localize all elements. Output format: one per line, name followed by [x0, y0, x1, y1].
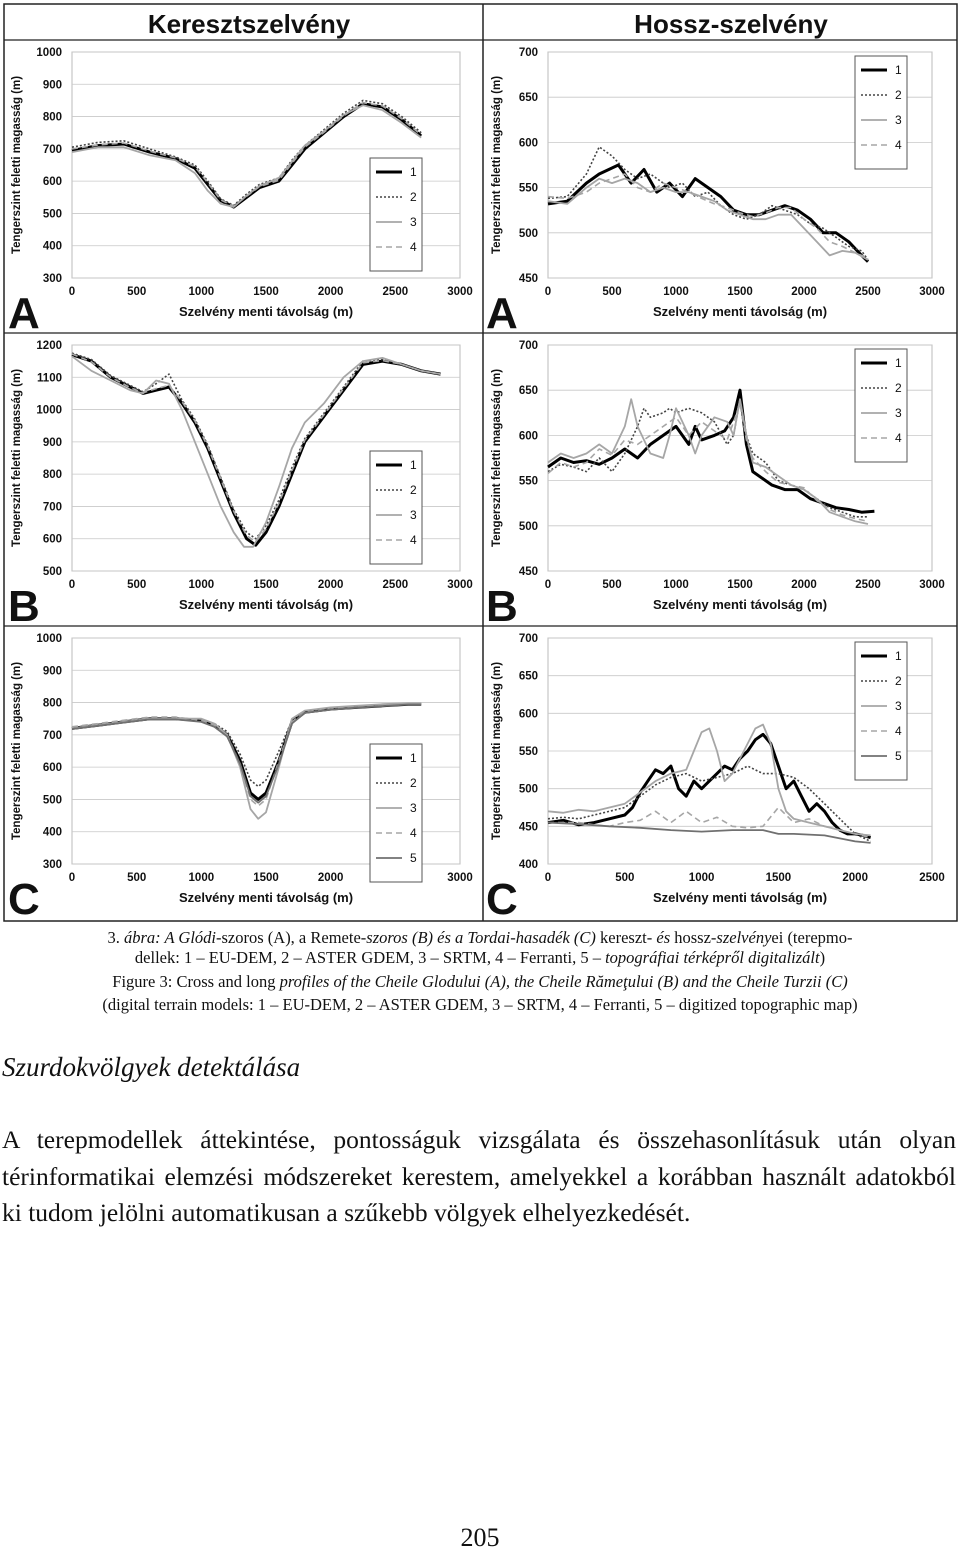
legend	[855, 642, 907, 780]
series-line-1	[548, 165, 868, 262]
x-tick-label: 0	[544, 872, 552, 884]
y-tick-label: 500	[42, 794, 62, 807]
y-axis-label: Tengerszint feletti magasság (m)	[491, 368, 503, 548]
x-tick-label: 2500	[919, 872, 945, 884]
x-tick-label: 0	[68, 872, 76, 884]
x-tick-label: 1500	[253, 286, 279, 298]
y-tick-label: 900	[42, 665, 62, 678]
legend-label: 2	[410, 776, 417, 790]
y-tick-label: 550	[518, 746, 538, 758]
chart-b-long	[486, 340, 945, 631]
y-tick-label: 300	[42, 859, 62, 871]
chart-c-long	[486, 633, 945, 924]
x-axis-label: Szelvény menti távolság (m)	[652, 304, 828, 319]
legend-label: 1	[410, 751, 417, 765]
x-tick-label: 1500	[765, 872, 792, 884]
legend-label: 1	[895, 63, 902, 77]
x-tick-label: 1000	[188, 286, 215, 298]
x-tick-label: 1000	[188, 579, 215, 591]
x-tick-label: 3000	[447, 579, 473, 591]
y-tick-label: 500	[518, 227, 538, 240]
x-tick-label: 2000	[317, 872, 344, 884]
y-tick-label: 300	[42, 273, 62, 285]
caption-en-line-1: Figure 3: Cross and long profiles of the Cheile Glodului (A), the Cheile Rămeţului (B) and the Cheile Turzii (C)	[112, 972, 848, 991]
panel-letter: A	[8, 289, 40, 338]
x-axis-label: Szelvény menti távolság (m)	[178, 890, 354, 905]
series-line-5	[72, 705, 421, 803]
x-tick-label: 1000	[663, 286, 689, 298]
legend-label: 2	[895, 88, 902, 102]
panel-letter: B	[8, 582, 40, 631]
x-tick-label: 3000	[919, 579, 945, 591]
legend-label: 1	[895, 356, 902, 370]
y-tick-label: 700	[42, 729, 62, 742]
y-tick-label: 700	[518, 47, 538, 59]
y-tick-label: 650	[518, 92, 538, 105]
y-tick-label: 400	[42, 826, 62, 839]
y-axis-label: Tengerszint feletti magasság (m)	[11, 75, 23, 255]
y-tick-label: 1000	[36, 47, 62, 59]
y-tick-label: 600	[518, 708, 538, 721]
page-number: 205	[460, 1523, 500, 1552]
x-tick-label: 1500	[253, 872, 279, 884]
x-axis-label: Szelvény menti távolság (m)	[652, 597, 828, 612]
legend-label: 2	[410, 190, 417, 204]
series-line-3	[72, 105, 421, 207]
legend-label: 4	[895, 724, 902, 738]
y-tick-label: 700	[518, 633, 538, 645]
legend-label: 5	[895, 749, 902, 763]
legend-label: 3	[410, 508, 417, 522]
y-axis-label: Tengerszint feletti magasság (m)	[491, 75, 503, 255]
legend-label: 4	[410, 826, 417, 840]
y-tick-label: 450	[518, 566, 538, 578]
y-tick-label: 900	[42, 79, 62, 92]
caption-hu-line-1: 3. ábra: A Glódi-szoros (A), a Remete-szoros (B) és a Tordai-hasadék (C) kereszt- és hossz-szelvényei (terepmo-	[107, 928, 853, 947]
legend	[855, 349, 907, 462]
y-tick-label: 600	[518, 430, 538, 443]
series-line-2	[72, 100, 421, 205]
y-tick-label: 1000	[36, 404, 62, 417]
x-tick-label: 1000	[688, 872, 715, 884]
x-tick-label: 0	[68, 286, 76, 298]
y-tick-label: 400	[518, 859, 538, 871]
legend	[370, 451, 422, 564]
legend	[370, 158, 422, 271]
series-line-4	[72, 103, 421, 207]
legend-label: 1	[410, 165, 417, 179]
x-tick-label: 0	[68, 579, 76, 591]
y-tick-label: 1100	[37, 372, 62, 385]
legend-label: 4	[410, 240, 417, 254]
x-axis-label: Szelvény menti távolság (m)	[652, 890, 828, 905]
y-tick-label: 800	[42, 111, 62, 124]
panel-letter: C	[8, 875, 40, 924]
y-axis-label: Tengerszint feletti magasság (m)	[491, 661, 503, 841]
series-line-3	[548, 179, 868, 260]
y-tick-label: 500	[518, 783, 538, 796]
y-tick-label: 800	[42, 697, 62, 710]
x-axis-label: Szelvény menti távolság (m)	[178, 597, 354, 612]
y-tick-label: 550	[518, 475, 538, 488]
y-tick-label: 450	[518, 821, 538, 834]
section-heading: Szurdokvölgyek detektálása	[2, 1052, 301, 1082]
y-tick-label: 700	[42, 143, 62, 156]
caption-hu-line-2: dellek: 1 – EU-DEM, 2 – ASTER GDEM, 3 – SRTM, 4 – Ferranti, 5 – topográfiai térképről digitalizált)	[134, 948, 826, 967]
y-tick-label: 1200	[36, 340, 62, 352]
y-tick-label: 500	[42, 566, 62, 578]
x-tick-label: 3000	[447, 286, 473, 298]
x-tick-label: 2000	[842, 872, 868, 884]
series-line-2	[548, 147, 868, 260]
x-tick-label: 500	[127, 872, 147, 884]
x-tick-label: 2000	[791, 286, 817, 298]
x-tick-label: 1000	[188, 872, 215, 884]
y-tick-label: 500	[518, 520, 538, 533]
series-line-1	[548, 734, 871, 837]
x-tick-label: 500	[602, 579, 622, 591]
y-tick-label: 400	[42, 240, 62, 253]
chart-a-cross	[8, 47, 473, 338]
series-line-2	[72, 704, 421, 787]
x-tick-label: 1000	[663, 579, 689, 591]
x-tick-label: 2500	[855, 579, 881, 591]
y-tick-label: 650	[518, 385, 538, 398]
x-tick-label: 2000	[317, 286, 344, 298]
y-tick-label: 450	[518, 273, 538, 285]
x-tick-label: 500	[127, 286, 147, 298]
panel-letter: B	[486, 582, 518, 631]
chart-b-cross	[8, 340, 473, 631]
y-tick-label: 700	[42, 501, 62, 514]
x-tick-label: 2500	[382, 579, 409, 591]
x-tick-label: 2000	[317, 579, 344, 591]
legend-label: 4	[410, 533, 417, 547]
x-tick-label: 1500	[727, 579, 753, 591]
y-tick-label: 600	[42, 762, 62, 775]
x-tick-label: 2000	[791, 579, 817, 591]
left-heading: Keresztszelvény	[147, 9, 351, 39]
legend-label: 3	[410, 215, 417, 229]
legend-label: 5	[410, 851, 417, 865]
legend-label: 3	[895, 406, 902, 420]
legend-label: 4	[895, 138, 902, 152]
series-line-2	[548, 766, 871, 841]
chart-c-cross	[8, 633, 473, 924]
x-tick-label: 2500	[855, 286, 881, 298]
y-tick-label: 600	[42, 176, 62, 189]
y-tick-label: 550	[518, 182, 538, 195]
y-tick-label: 800	[42, 469, 62, 482]
panel-letter: C	[486, 875, 518, 924]
legend-label: 3	[895, 699, 902, 713]
series-line-1	[72, 104, 421, 207]
legend-label: 4	[895, 431, 902, 445]
y-tick-label: 500	[42, 208, 62, 221]
caption-en-line-2: (digital terrain models: 1 – EU-DEM, 2 – ASTER GDEM, 3 – SRTM, 4 – Ferranti, 5 – digitized topographic map)	[102, 995, 858, 1014]
body-paragraph: A terepmodellek áttekintése, pontosságuk vizsgálata és összehasonlításuk után olyan térinformatikai elemzési módszereket kerestem, amelyekkel a korábban használt adatokból ki tudom jelölni automatikusan a szűkebb völgyek elhelyezkedését.	[2, 1125, 956, 1227]
y-tick-label: 600	[518, 137, 538, 150]
x-tick-label: 2500	[382, 286, 409, 298]
right-heading: Hossz-szelvény	[634, 9, 828, 39]
legend-label: 1	[410, 458, 417, 472]
chart-a-long	[486, 47, 945, 338]
panel-letter: A	[486, 289, 518, 338]
legend-label: 3	[410, 801, 417, 815]
x-axis-label: Szelvény menti távolság (m)	[178, 304, 354, 319]
y-tick-label: 600	[42, 533, 62, 546]
y-axis-label: Tengerszint feletti magasság (m)	[11, 368, 23, 548]
legend-label: 1	[895, 649, 902, 663]
x-tick-label: 500	[127, 579, 147, 591]
x-tick-label: 500	[615, 872, 635, 884]
x-tick-label: 500	[602, 286, 622, 298]
legend-label: 2	[895, 381, 902, 395]
x-tick-label: 0	[544, 579, 552, 591]
y-tick-label: 900	[42, 436, 62, 449]
x-tick-label: 3000	[447, 872, 473, 884]
series-line-1	[548, 390, 874, 512]
legend-label: 3	[895, 113, 902, 127]
x-tick-label: 3000	[919, 286, 945, 298]
legend	[370, 744, 422, 882]
y-tick-label: 650	[518, 670, 538, 683]
x-tick-label: 1500	[253, 579, 279, 591]
y-tick-label: 700	[518, 340, 538, 352]
legend-label: 2	[895, 674, 902, 688]
series-line-2	[548, 399, 868, 517]
y-tick-label: 1000	[36, 633, 62, 645]
x-tick-label: 1500	[727, 286, 753, 298]
legend	[855, 56, 907, 169]
legend-label: 2	[410, 483, 417, 497]
x-tick-label: 0	[544, 286, 552, 298]
y-axis-label: Tengerszint feletti magasság (m)	[11, 661, 23, 841]
